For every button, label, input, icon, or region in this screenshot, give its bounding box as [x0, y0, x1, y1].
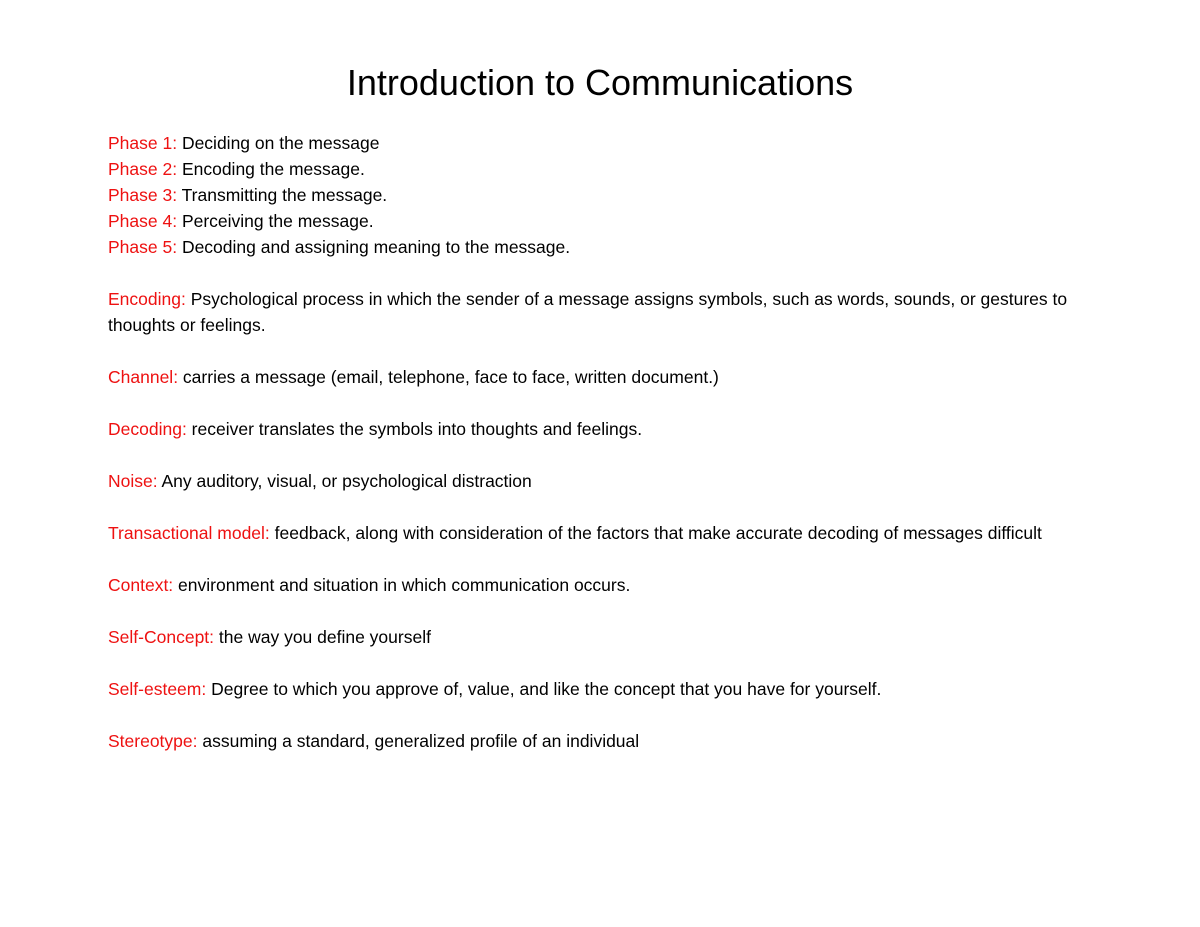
term-label: Self-Concept:	[108, 627, 215, 647]
term-label: Noise:	[108, 471, 158, 491]
term-label: Stereotype:	[108, 731, 198, 751]
term-decoding	[108, 416, 1098, 442]
term-definition: Degree to which you approve of, value, and like the concept that you have for yourself.	[206, 679, 882, 699]
phase-item	[108, 130, 1098, 156]
term-self-concept	[108, 624, 1098, 650]
term-self-esteem	[108, 676, 1098, 702]
term-label: Encoding:	[108, 289, 186, 309]
term-definition: Any auditory, visual, or psychological distraction	[157, 471, 532, 491]
phase-text: Decoding and assigning meaning to the message.	[177, 237, 571, 257]
term-transactional-model	[108, 520, 1098, 546]
term-context	[108, 572, 1098, 598]
phase-text: Encoding the message.	[177, 159, 365, 179]
term-definition: carries a message (email, telephone, face to face, written document.)	[178, 367, 719, 387]
phase-item	[108, 234, 1098, 260]
phase-label: Phase 3:	[108, 185, 178, 205]
term-definition: feedback, along with consideration of the factors that make accurate decoding of messages difficult	[269, 523, 1042, 543]
term-label: Decoding:	[108, 419, 187, 439]
phase-label: Phase 4:	[108, 211, 178, 231]
page-title: Introduction to Communications	[346, 62, 854, 103]
phase-item	[108, 208, 1098, 234]
term-channel	[108, 364, 1098, 390]
phase-text: Perceiving the message.	[177, 211, 374, 231]
term-encoding	[108, 286, 1098, 338]
term-definition: receiver translates the symbols into thoughts and feelings.	[186, 419, 643, 439]
term-definition: assuming a standard, generalized profile of an individual	[197, 731, 640, 751]
term-label: Channel:	[108, 367, 179, 387]
document-body	[108, 130, 1098, 780]
phase-label: Phase 5:	[108, 237, 178, 257]
term-label: Context:	[108, 575, 174, 595]
phase-item	[108, 182, 1098, 208]
term-stereotype	[108, 728, 1098, 754]
phase-label: Phase 1:	[108, 133, 178, 153]
term-noise	[108, 468, 1098, 494]
term-label: Transactional model:	[108, 523, 270, 543]
phase-label: Phase 2:	[108, 159, 178, 179]
term-definition: Psychological process in which the sender of a message assigns symbols, such as words, sounds, or gestures to thoughts or feelings.	[108, 289, 1068, 335]
phase-item	[108, 156, 1098, 182]
phase-text: Transmitting the message.	[177, 185, 388, 205]
term-definition: the way you define yourself	[214, 627, 431, 647]
phase-text: Deciding on the message	[177, 133, 380, 153]
term-definition: environment and situation in which communication occurs.	[173, 575, 631, 595]
term-label: Self-esteem:	[108, 679, 207, 699]
phase-list	[108, 130, 1098, 260]
